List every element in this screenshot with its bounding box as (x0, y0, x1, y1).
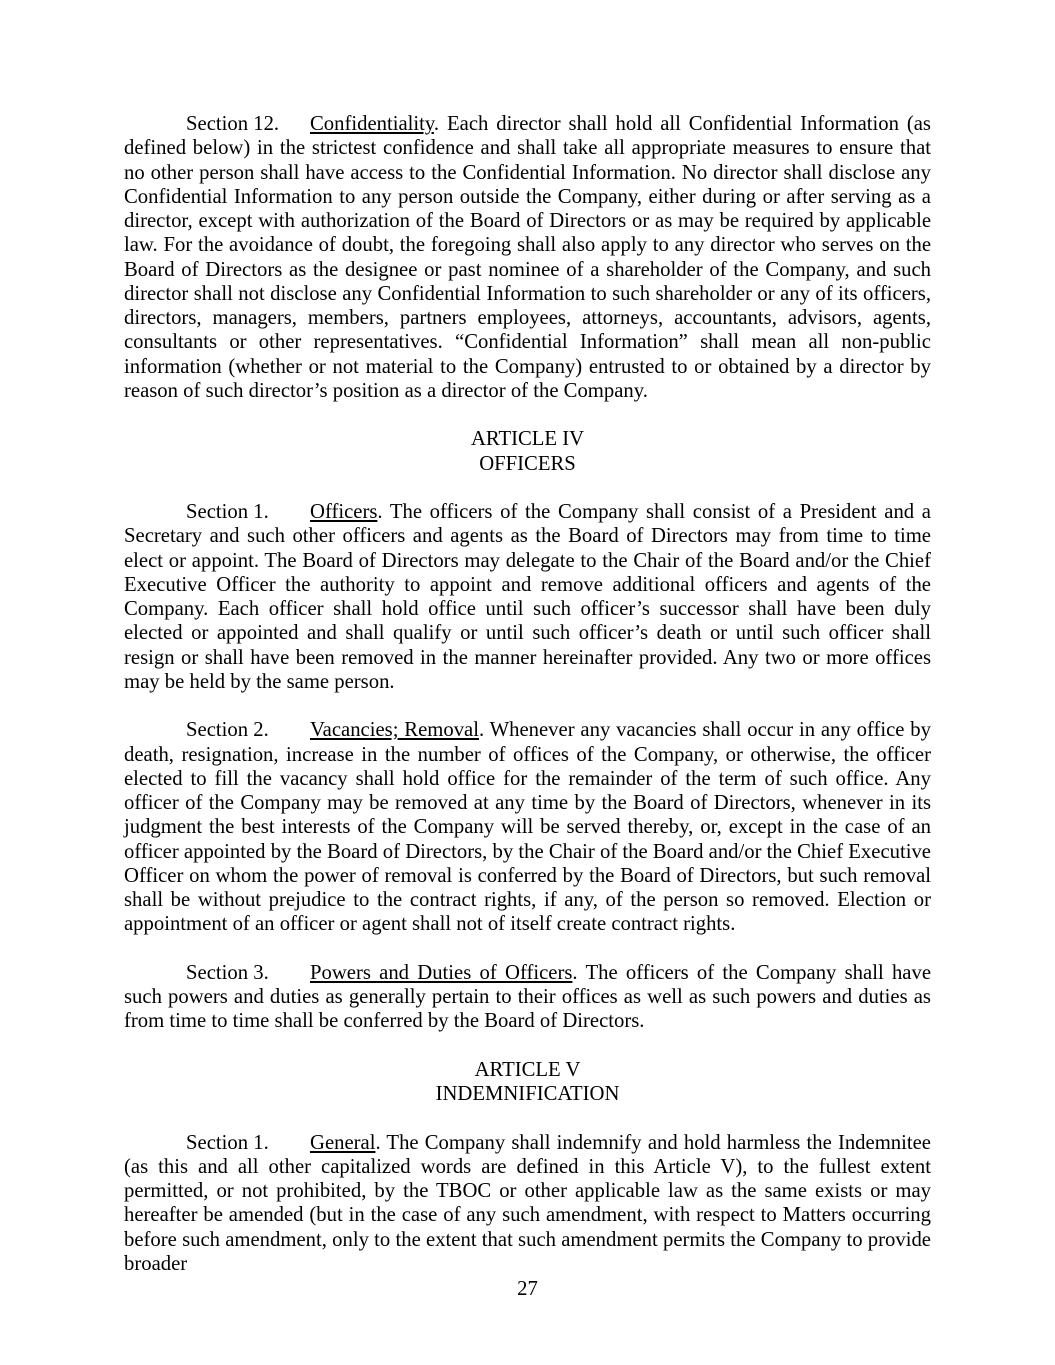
article-v-subtitle: INDEMNIFICATION (435, 1083, 620, 1105)
article-iv-section-2-heading: Vacancies; Removal (310, 719, 479, 742)
article-iv-section-3-paragraph (124, 961, 931, 1034)
article-iv-section-2-leadin (124, 718, 310, 742)
section-12-leadin (124, 112, 310, 136)
section-12-paragraph (124, 112, 931, 403)
section-12-body: . Each director shall hold all Confidential Information (as defined below) in the strictest confidence and shall take all appropriate measures to ensure that no other person shall have access to the Confidential Information. No director shall disclose any Confidential Information to any person outside the Company, either during or after serving as a director, except with authorization of the Board of Directors or as may be required by applicable law. For the avoidance of doubt, the foregoing shall also apply to any director who serves on the Board of Directors as the designee or past nominee of a shareholder of the Company, and such director shall not disclose any Confidential Information to such shareholder or any of its officers, directors, managers, members, partners employees, attorneys, accountants, advisors, agents, consultants or other representatives. “Confidential Information” shall mean all non-public information (whether or not material to the Company) entrusted to or obtained by a director by reason of such director’s position as a director of the Company. (124, 113, 931, 402)
section-12-label: Section 12. (186, 113, 280, 135)
article-iv-section-1-body: . The officers of the Company shall consist of a President and a Secretary and such other officers and agents as the Board of Directors may from time to time elect or appoint. The Board of Directors may delegate to the Chair of the Board and/or the Chief Executive Officer the authority to appoint and remove additional officers and agents of the Company. Each officer shall hold office until such officer’s successor shall have been duly elected or appointed and shall qualify or until such officer’s death or until such officer shall resign or shall have been removed in the manner hereinafter provided. Any two or more offices may be held by the same person. (124, 501, 931, 693)
article-v-title: ARTICLE V (474, 1058, 581, 1081)
article-iv-section-3-body: . The officers of the Company shall have such powers and duties as generally pertain to their offices as well as such powers and duties as from time to time shall be conferred by the Board of Directors. (124, 961, 931, 1033)
article-v-section-1-body: . The Company shall indemnify and hold harmless the Indemnitee (as this and all other capitalized words are defined in this Article V), to the fullest extent permitted, or not prohibited, by the TBOC or other applicable law as the same exists or may hereafter be amended (but in the case of any such amendment, with respect to Matters occurring before such amendment, only to the extent that such amendment permits the Company to provide broader (124, 1131, 931, 1275)
article-iv-section-2-paragraph (124, 718, 931, 936)
article-iv-section-1-heading: Officers (310, 501, 378, 523)
article-iv-section-1-label: Section 1. (186, 501, 269, 523)
section-12-heading: Confidentiality (310, 113, 434, 135)
article-iv-section-3-leadin (124, 961, 310, 985)
article-v-section-1-leadin (124, 1131, 310, 1155)
article-iv-title: ARTICLE IV (470, 428, 585, 451)
article-v-heading (124, 1058, 931, 1107)
article-iv-section-3-label: Section 3. (186, 961, 269, 984)
article-v-section-1-label: Section 1. (186, 1131, 269, 1154)
article-v-section-1-paragraph (124, 1131, 931, 1277)
article-iv-section-1-paragraph (124, 500, 931, 694)
article-v-section-1-heading: General (310, 1131, 376, 1154)
article-iv-subtitle: OFFICERS (479, 452, 576, 475)
article-iv-section-2-body: . Whenever any vacancies shall occur in any office by death, resignation, increase in the number of offices of the Company, or otherwise, the officer elected to fill the vacancy shall hold office for the remainder of the term of such office. Any officer of the Company may be removed at any time by the Board of Directors, whenever in its judgment the best interests of the Company will be served thereby, or, except in the case of an officer appointed by the Board of Directors, by the Chair of the Board and/or the Chief Executive Officer on whom the power of removal is conferred by the Board of Directors, but such removal shall be without prejudice to the contract rights, if any, of the person so removed. Election or appointment of an officer or agent shall not of itself create contract rights. (124, 719, 931, 936)
article-iv-section-2-label: Section 2. (186, 719, 269, 742)
article-iv-heading (124, 427, 931, 476)
article-iv-section-3-heading: Powers and Duties of Officers (310, 961, 573, 984)
article-iv-section-1-leadin (124, 500, 310, 524)
page-number: 27 (517, 1278, 538, 1300)
